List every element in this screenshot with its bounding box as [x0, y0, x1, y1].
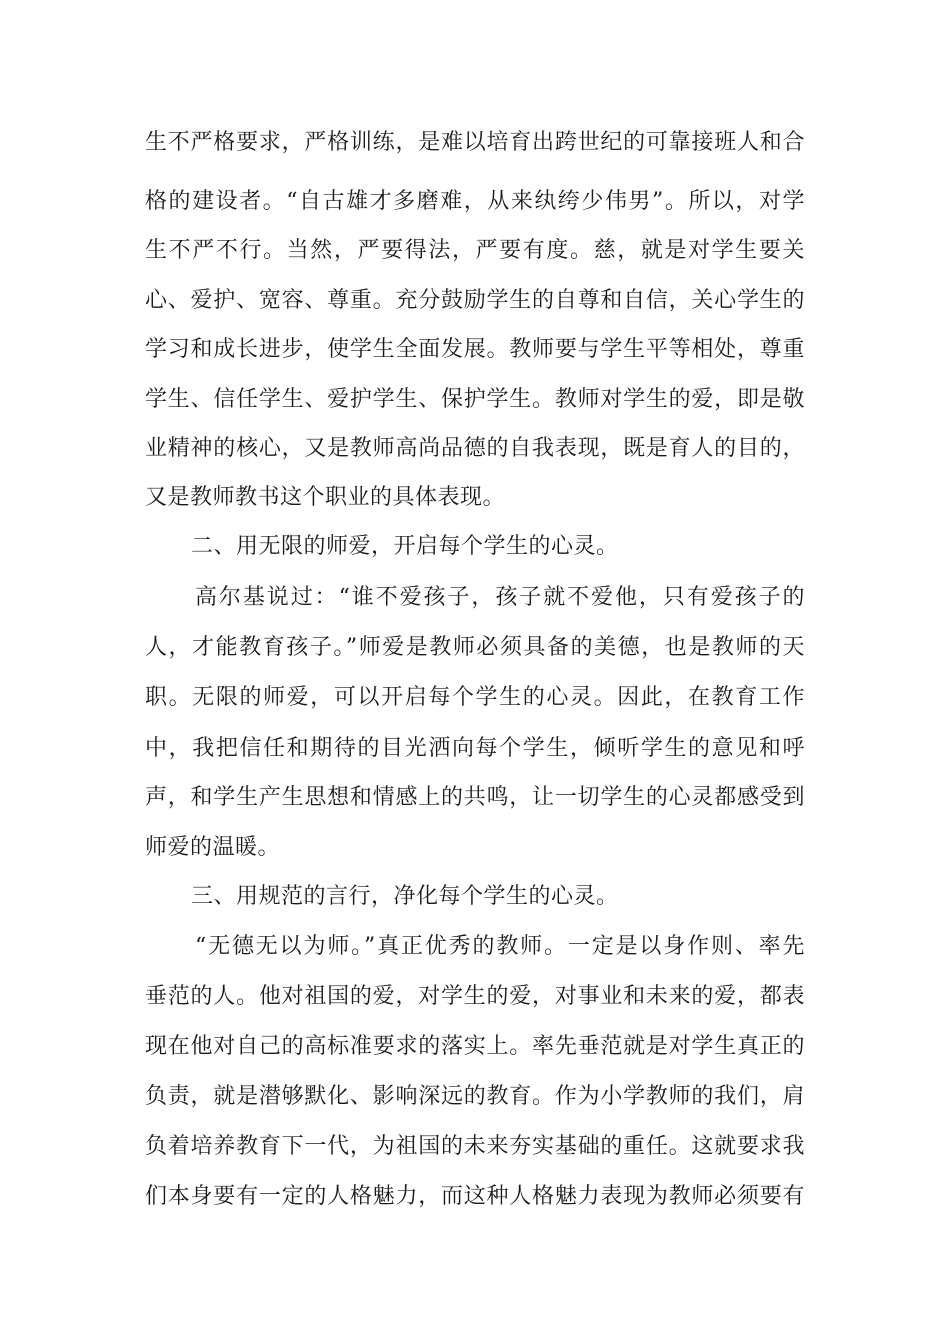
text-line: 生不严格要求，严格训练，是难以培育出跨世纪的可靠接班人和合: [145, 130, 805, 155]
section-heading-3: 三、用规范的言行，净化每个学生的心灵。: [191, 884, 619, 909]
text-line: 心、爱护、宽容、尊重。充分鼓励学生的自尊和自信，关心学生的: [145, 288, 805, 313]
text-line: 职。无限的师爱，可以开启每个学生的心灵。因此，在教育工作: [145, 685, 805, 710]
text-line: 负责，就是潜够默化、影响深远的教育。作为小学教师的我们，肩: [145, 1084, 805, 1109]
text-line: 垂范的人。他对祖国的爱，对学生的爱，对事业和未来的爱，都表: [145, 984, 805, 1009]
text-line: 中，我把信任和期待的目光洒向每个学生，倾听学生的意见和呼: [145, 736, 805, 761]
section-heading-2: 二、用无限的师爱，开启每个学生的心灵。: [191, 534, 619, 559]
text-line: 人，才能教育孩子。”师爱是教师必须具备的美德，也是教师的天: [145, 635, 805, 660]
text-line: 们本身要有一定的人格魅力，而这种人格魅力表现为教师必须要有: [145, 1184, 805, 1209]
text-line: 业精神的核心，又是教师高尚品德的自我表现，既是育人的目的，: [145, 436, 805, 461]
text-line: 声，和学生产生思想和情感上的共鸣，让一切学生的心灵都感受到: [145, 785, 805, 810]
text-line: 又是教师教书这个职业的具体表现。: [145, 485, 506, 510]
text-line: 学生、信任学生、爱护学生、保护学生。教师对学生的爱，即是敬: [145, 387, 805, 412]
paragraph-first-line: “无德无以为师。”真正优秀的教师。一定是以身作则、率先: [195, 934, 805, 959]
text-line: 现在他对自己的高标准要求的落实上。率先垂范就是对学生真正的: [145, 1034, 805, 1059]
text-line: 生不严不行。当然，严要得法，严要有度。慈，就是对学生要关: [145, 238, 805, 263]
text-line: 师爱的温暖。: [145, 835, 281, 860]
text-line: 负着培养教育下一代，为祖国的未来夯实基础的重任。这就要求我: [145, 1134, 805, 1159]
paragraph-first-line: 高尔基说过：“谁不爱孩子，孩子就不爱他，只有爱孩子的: [195, 585, 805, 610]
text-line: 格的建设者。“自古雄才多磨难，从来纨绔少伟男”。所以，对学: [145, 189, 805, 214]
text-line: 学习和成长进步，使学生全面发展。教师要与学生平等相处，尊重: [145, 337, 805, 362]
